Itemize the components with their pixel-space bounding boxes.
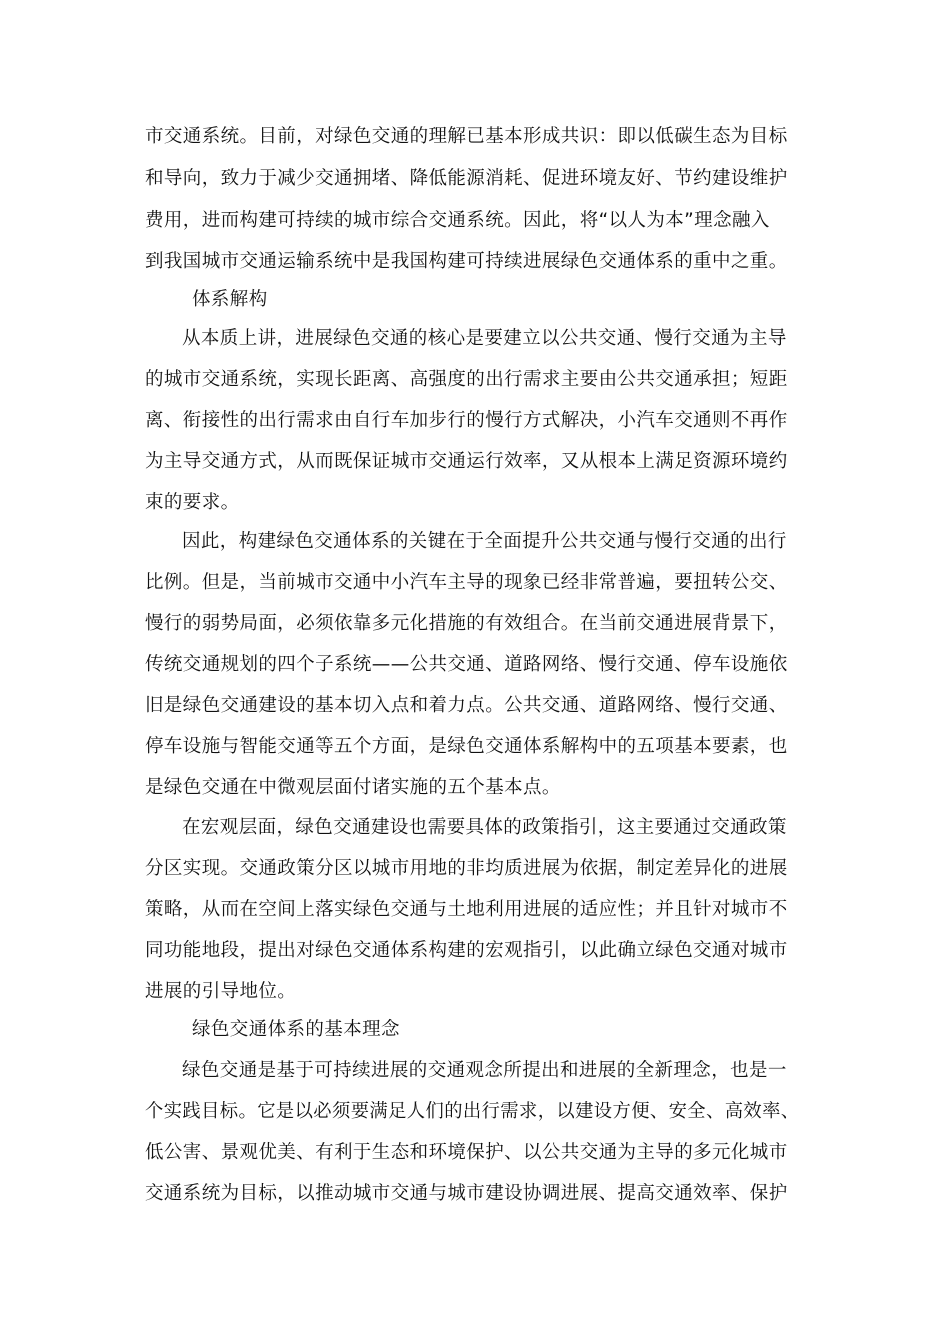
section-heading: 体系解构 xyxy=(192,289,268,310)
text-line: 慢行的弱势局面，必须依靠多元化措施的有效组合。在当前交通进展背景下， xyxy=(145,613,788,634)
section-heading: 绿色交通体系的基本理念 xyxy=(192,1019,400,1040)
text-line: 从本质上讲，进展绿色交通的核心是要建立以公共交通、慢行交通为主导 xyxy=(182,328,787,349)
text-line: 市交通系统。目前，对绿色交通的理解已基本形成共识：即以低碳生态为目标 xyxy=(145,126,788,147)
text-line: 和导向，致力于减少交通拥堵、降低能源消耗、促进环境友好、节约建设维护 xyxy=(145,168,788,189)
text-line: 因此，构建绿色交通体系的关键在于全面提升公共交通与慢行交通的出行 xyxy=(182,531,787,552)
text-line: 为主导交通方式，从而既保证城市交通运行效率，又从根本上满足资源环境约 xyxy=(145,451,788,472)
text-line: 比例。但是，当前城市交通中小汽车主导的现象已经非常普遍，要扭转公交、 xyxy=(145,572,788,593)
text-line: 进展的引导地位。 xyxy=(145,981,297,1002)
text-line: 到我国城市交通运输系统中是我国构建可持续进展绿色交通体系的重中之重。 xyxy=(145,251,788,272)
text-line: 束的要求。 xyxy=(145,492,240,513)
text-line: 个实践目标。它是以必须要满足人们的出行需求，以建设方便、安全、高效率、 xyxy=(145,1101,800,1122)
text-line: 绿色交通是基于可持续进展的交通观念所提出和进展的全新理念，也是一 xyxy=(182,1060,787,1081)
text-line: 同功能地段，提出对绿色交通体系构建的宏观指引，以此确立绿色交通对城市 xyxy=(145,940,788,961)
text-line: 离、衔接性的出行需求由自行车加步行的慢行方式解决，小汽车交通则不再作 xyxy=(145,410,788,431)
text-line: 低公害、景观优美、有利于生态和环境保护、以公共交通为主导的多元化城市 xyxy=(145,1142,788,1163)
text-line: 旧是绿色交通建设的基本切入点和着力点。公共交通、道路网络、慢行交通、 xyxy=(145,695,788,716)
text-line: 在宏观层面，绿色交通建设也需要具体的政策指引，这主要通过交通政策 xyxy=(182,817,787,838)
text-line: 费用，进而构建可持续的城市综合交通系统。因此，将“以人为本”理念融入 xyxy=(145,210,770,231)
text-line: 停车设施与智能交通等五个方面，是绿色交通体系解构中的五项基本要素，也 xyxy=(145,736,788,757)
text-line: 分区实现。交通政策分区以城市用地的非均质进展为依据，制定差异化的进展 xyxy=(145,858,788,879)
text-line: 交通系统为目标，以推动城市交通与城市建设协调进展、提高交通效率、保护 xyxy=(145,1183,788,1204)
text-line: 传统交通规划的四个子系统——公共交通、道路网络、慢行交通、停车设施依 xyxy=(145,654,788,675)
text-line: 的城市交通系统，实现长距离、高强度的出行需求主要由公共交通承担；短距 xyxy=(145,369,788,390)
text-line: 策略，从而在空间上落实绿色交通与土地利用进展的适应性；并且针对城市不 xyxy=(145,899,788,920)
text-line: 是绿色交通在中微观层面付诸实施的五个基本点。 xyxy=(145,777,561,798)
